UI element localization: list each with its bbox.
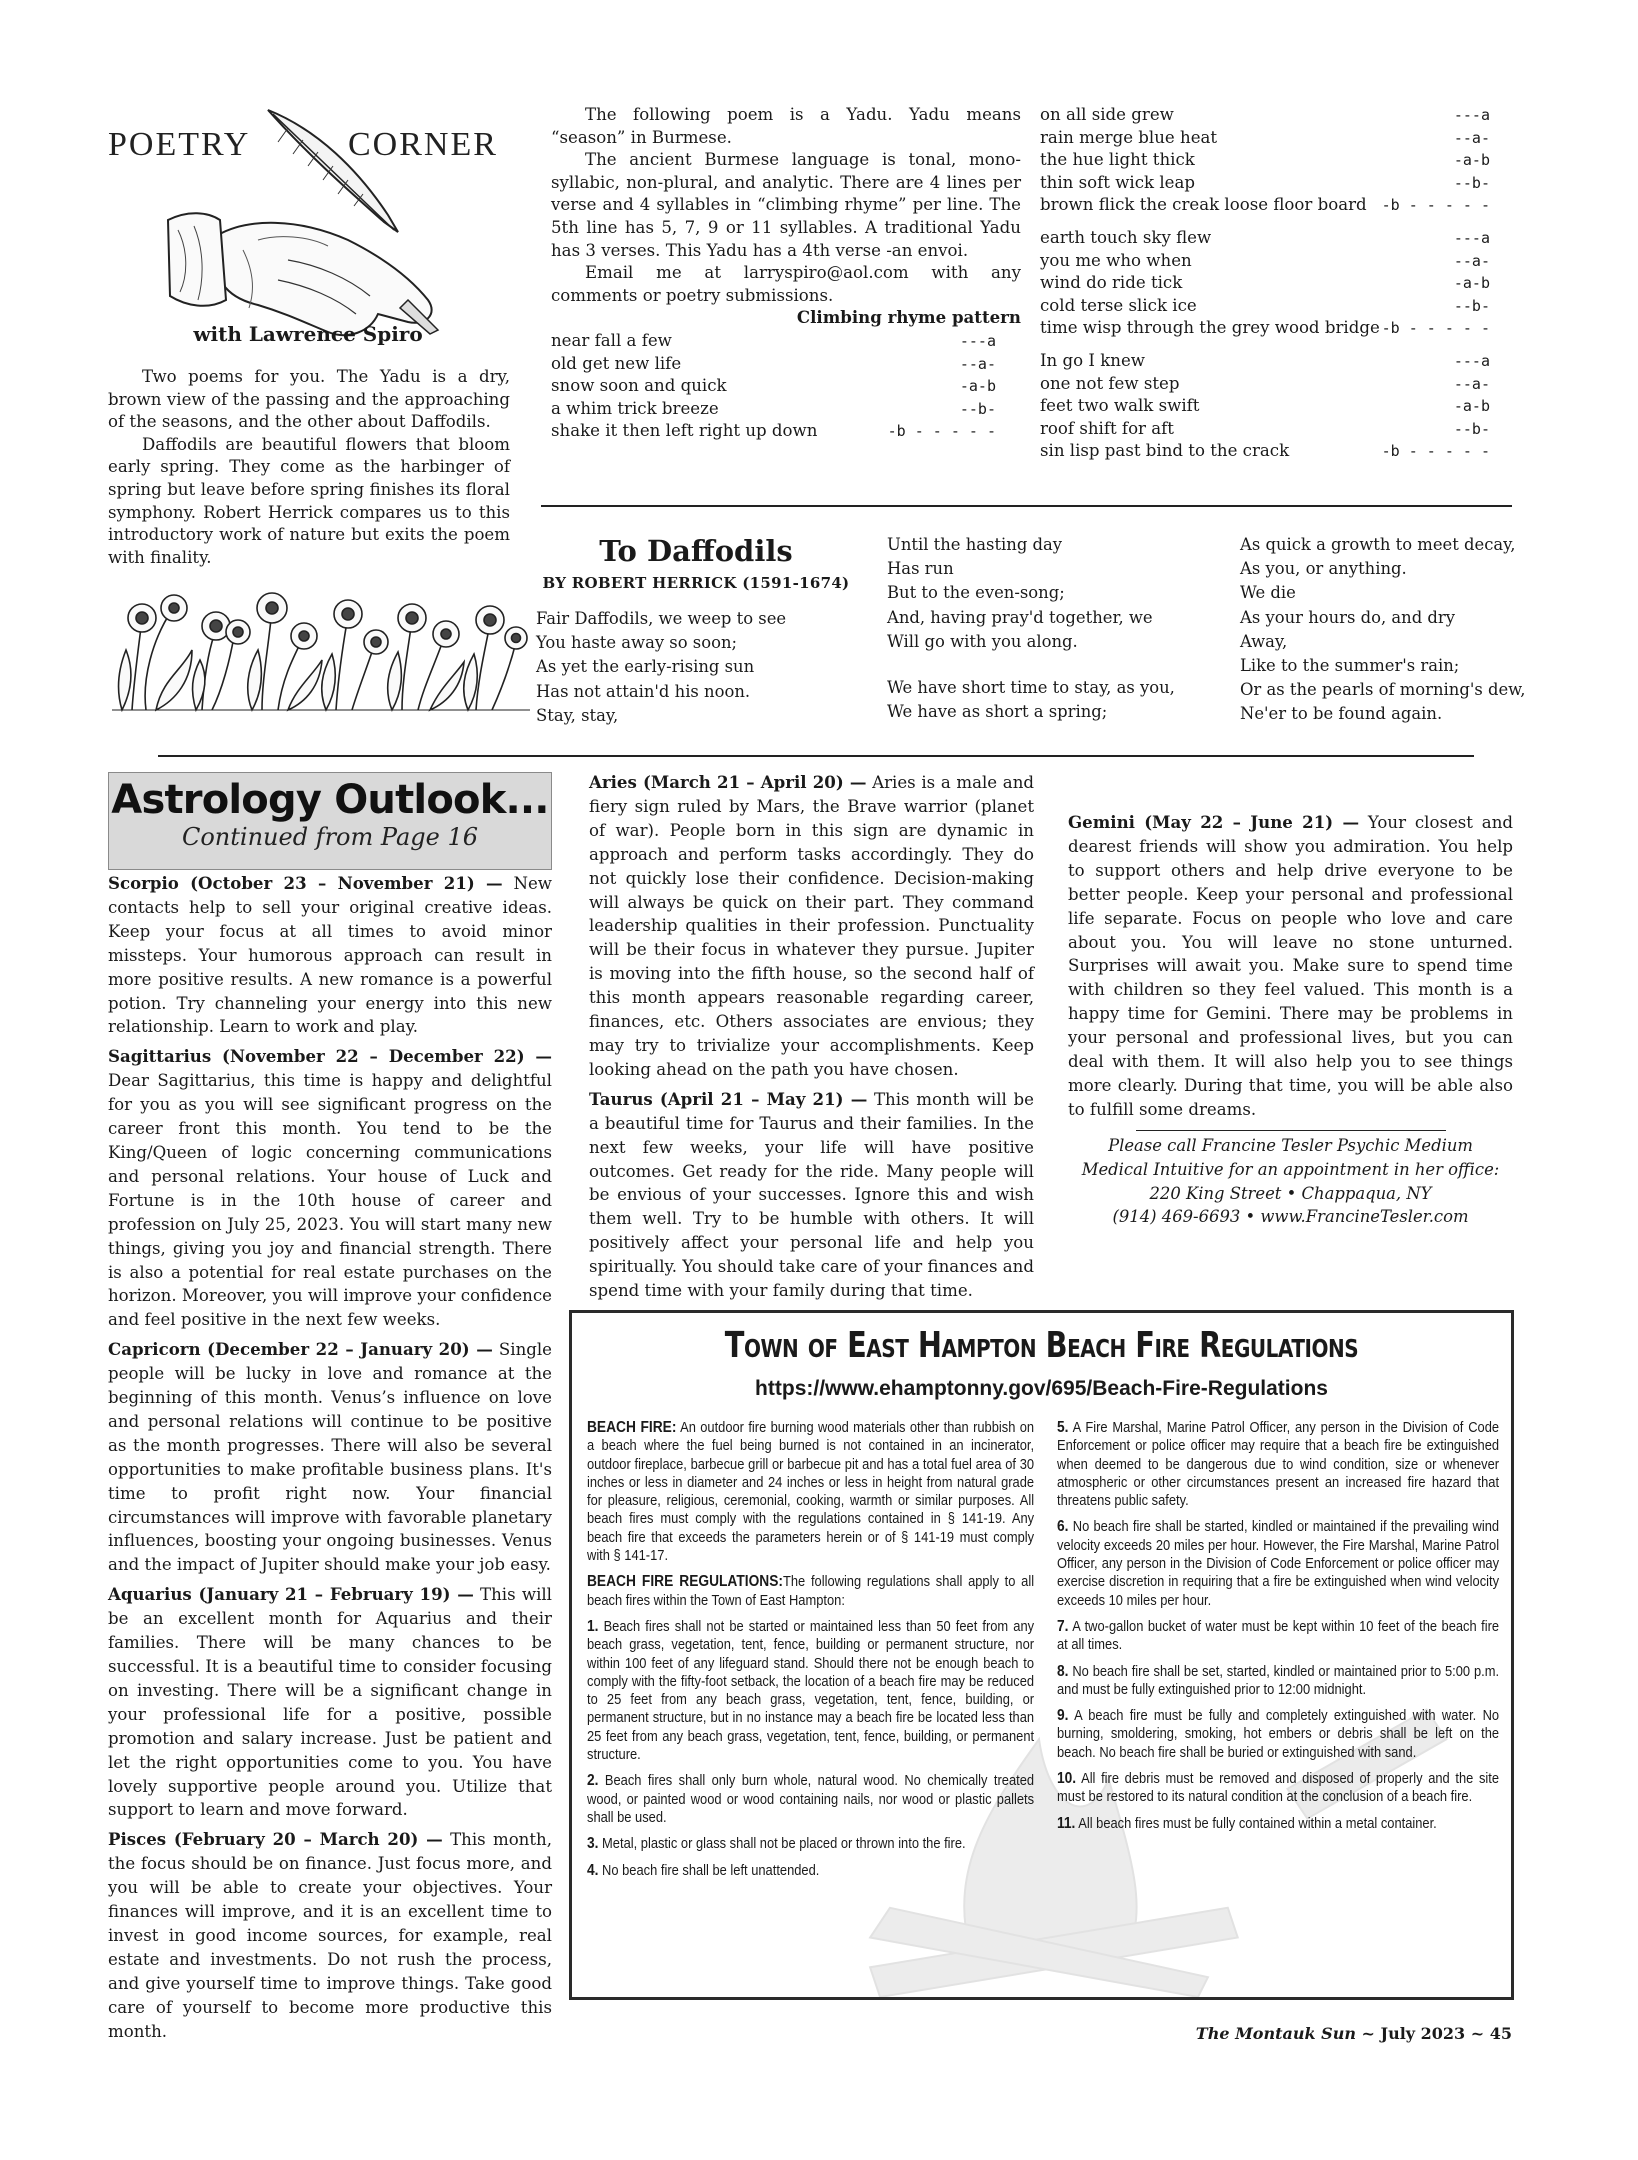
rhyme-pattern: -b - - - - - (887, 422, 996, 440)
yadu-line-text: sin lisp past bind to the crack (1040, 441, 1290, 460)
yadu-line (1040, 272, 1490, 295)
yadu-line (551, 353, 996, 376)
issue-and-page: ~ July 2023 ~ 45 (1355, 2024, 1512, 2043)
yadu-verse-4 (1040, 350, 1490, 463)
yadu-line-text: earth touch sky flew (1040, 228, 1212, 247)
ad-line: Medical Intuitive for an appointment in her office: (1081, 1159, 1500, 1179)
astrology-entry-capricorn (108, 1338, 552, 1577)
sign-heading: Scorpio (October 23 – November 21) — (108, 873, 503, 893)
rhyme-pattern: --a- (1453, 128, 1490, 147)
rhyme-pattern: -b - - - - - (1381, 442, 1490, 460)
astrology-entry-aquarius (108, 1583, 552, 1822)
yadu-line (1040, 295, 1490, 318)
section-divider (541, 505, 1512, 507)
rule-number: 8. (1057, 1662, 1069, 1680)
section-divider (158, 755, 1474, 757)
rule-number: 2. (587, 1772, 599, 1790)
page-footer (1000, 2024, 1512, 2043)
definition-lead: BEACH FIRE: (587, 1419, 677, 1436)
rhyme-pattern: ---a (1453, 106, 1490, 124)
rhyme-pattern: -a-b (1453, 274, 1490, 292)
poem-line: We have short time to stay, as you, (887, 678, 1175, 698)
sign-heading: Aries (March 21 – April 20) — (589, 772, 867, 792)
astrology-entry-sagittarius (108, 1045, 552, 1332)
yadu-line (1040, 227, 1490, 250)
rule-8 (1057, 1663, 1499, 1700)
ad-line: Please call Francine Tesler Psychic Medium (1108, 1136, 1473, 1155)
yadu-line (1040, 149, 1490, 172)
rule-text: A two-gallon bucket of water must be kept within 10 feet of the beach fire at all times. (1057, 1617, 1500, 1654)
rhyme-pattern: -a-b (959, 377, 996, 395)
rule-3 (587, 1835, 1034, 1853)
daffodils-stanza-3 (1240, 533, 1530, 727)
yadu-line-text: a whim trick breeze (551, 398, 719, 418)
sign-text: This will be an excellent month for Aquarius and their families. There will be many chances to be successful. It is a beautiful time to consider focusing on investing. There will be a significant change in your professional life for a positive, possible promotion and salary increase. Just be patient and let the right opportunities come to you. You have lovely supportive people around you. Utilize that support to learn and move forward. (108, 1585, 552, 1820)
sign-text: This month will be a beautiful time for Taurus and their families. In the next few weeks, your life will have positive outcomes. Get ready for the ride. Many people will be envious of your successes. Ignore this and wish them well. Try to be humble with others. It will positively affect your personal life and help you spiritually. You should take care of your finances and spend time with your family during that time. (589, 1089, 1034, 1301)
sign-heading: Pisces (February 20 – March 20) — (108, 1829, 443, 1850)
poem-line: As your hours do, and dry (1240, 607, 1456, 627)
pattern-heading: Climbing rhyme pattern (796, 307, 1021, 327)
astrology-entry-taurus (589, 1088, 1034, 1303)
rule-number: 5. (1057, 1419, 1069, 1436)
rule-text: No beach fire shall be started, kindled or maintained if the prevailing wind velocity exceeds 20 miles per hour. However, the Fire Marshal, Marine Patrol Officer, any person in the Division of Code Enforcement or police officer may exercise discretion in requiring that a fire be extinguished when wind velocity exceeds 10 miles per hour. (1057, 1518, 1500, 1609)
poetry-intro-paragraph: Daffodils are beautiful flowers that bloom early spring. They come as the harbinger of spring but leave before spring finishes its floral symphony. Robert Herrick compares us to this introductory work of nature but exits the poem with finality. (108, 434, 510, 567)
poem-line: Will go with you along. (887, 631, 1078, 651)
astrology-column-1 (108, 872, 552, 2050)
poem-line: Ne'er to be found again. (1240, 704, 1443, 724)
sign-heading: Capricorn (December 22 – January 20) — (108, 1339, 493, 1360)
yadu-line (551, 420, 996, 443)
yadu-line-text: shake it then left right up down (551, 421, 818, 440)
rule-text: All beach fires must be fully contained within a metal container. (1075, 1814, 1437, 1832)
rule-text: Beach fires shall not be started or maintained less than 50 feet from any beach grass, vegetation, tent, fence, building or permanent structure, nor within 100 feet of any lifeguard stand. Should there not be enough beach to comply with the fifty-foot setback, the location of a beach fire may be reduced to 25 feet from any beach grass, vegetation, tent, fence, building, or permanent structure, but in no instance may a beach fire be located less than 25 feet from any beach grass, vegetation, tent, fence, building, or permanent structure. (587, 1617, 1035, 1764)
rule-7 (1057, 1618, 1499, 1655)
daffodils-stanza-2 (887, 533, 1227, 724)
yadu-verse-3 (1040, 227, 1490, 340)
yadu-line (1040, 373, 1490, 396)
poem-line: Until the hasting day (887, 535, 1063, 554)
rhyme-pattern: ---a (1453, 352, 1490, 370)
rhyme-pattern: --b- (1453, 419, 1490, 438)
rule-10 (1057, 1770, 1499, 1807)
rule-text: No beach fire shall be set, started, kindled or maintained prior to 5:00 p.m. and must be fully extinguished prior to 12:00 midnight. (1057, 1662, 1500, 1698)
yadu-line-text: thin soft wick leap (1040, 172, 1195, 192)
regs-intro-text: The following regulations shall apply to all beach fires within the Town of East Hampton: (587, 1573, 1035, 1609)
sign-heading: Aquarius (January 21 – February 19) — (108, 1584, 474, 1605)
sign-text: Dear Sagittarius, this time is happy and delightful for you as you will see significant progress on the career front this month. You tend to be the King/Queen of logic concerning communications and personal relations. Your house of Luck and Fortune is in the 10th house of career and profession on July 25, 2023. You will start many new things, giving you joy and financial strength. There is also a potential for real estate purchases on the horizon. Moreover, you will improve your confidence and feel positive in the next few weeks. (108, 1071, 552, 1330)
astrology-entry-gemini (1068, 811, 1513, 1122)
beach-fire-regs-intro (587, 1573, 1034, 1610)
rule-text: No beach fire shall be left unattended. (598, 1861, 820, 1879)
rule-11 (1057, 1815, 1499, 1833)
sign-heading: Taurus (April 21 – May 21) — (589, 1088, 868, 1109)
yadu-line-text: old get new life (551, 353, 682, 373)
poem-line: Fair Daffodils, we weep to see (536, 609, 787, 628)
beach-fire-definition (587, 1419, 1034, 1565)
astrology-header-box (108, 772, 552, 870)
rule-text: All fire debris must be removed and disposed of properly and the site must be restored to its natural condition at the conclusion of a beach fire. (1057, 1770, 1500, 1806)
rhyme-pattern: -a-b (1453, 397, 1490, 415)
rhyme-pattern: -b - - - - - (1381, 319, 1490, 337)
yadu-line (1040, 104, 1490, 127)
beach-fire-column-1 (587, 1419, 1034, 1888)
rhyme-pattern: ---a (1453, 229, 1490, 247)
poetry-corner-title-right: CORNER (348, 126, 498, 163)
poem-line: Has run (887, 559, 954, 579)
astrology-entry-aries (589, 771, 1034, 1082)
yadu-line (1040, 350, 1490, 373)
poem-line: Like to the summer's rain; (1240, 656, 1460, 676)
rhyme-pattern: -b - - - - - (1381, 196, 1490, 214)
beach-fire-title: Town of East Hampton Beach Fire Regulations (724, 1325, 1359, 1366)
ad-line: 220 King Street • Chappaqua, NY (1149, 1183, 1432, 1203)
poem-line: You haste away so soon; (536, 633, 738, 653)
yadu-line (1040, 194, 1490, 217)
stanza-gap (887, 654, 1227, 676)
definition-text: An outdoor fire burning wood materials other than rubbish on a beach where the fuel being burned is not contained in an incinerator, outdoor fireplace, barbecue grill or barbecue pit and has a total fuel area of 30 inches or less in diameter and 24 inches or less in height from natural grade for pleasure, religious, ceremonial, cooking, warmth or similar purposes. All beach fires must comply with the regulations contained in § 141-19. Any beach fire that exceeds the parameters herein or of § 141-19 must comply with § 141-17. (587, 1419, 1035, 1565)
yadu-line (551, 398, 996, 421)
poem-line: And, having pray'd together, we (887, 607, 1153, 627)
yadu-line (1040, 395, 1490, 418)
astrology-column-2 (589, 771, 1034, 1309)
rule-number: 11. (1057, 1814, 1076, 1832)
astrology-entry-scorpio (108, 872, 552, 1039)
rule-number: 10. (1057, 1770, 1077, 1788)
beach-fire-column-2 (1057, 1419, 1499, 1841)
astrology-entry-pisces (108, 1828, 552, 2043)
yadu-line (1040, 127, 1490, 150)
publication-name: The Montauk Sun (1195, 2024, 1356, 2043)
ad-divider (1136, 1130, 1446, 1131)
yadu-verse-2 (1040, 104, 1490, 217)
rhyme-pattern: --a- (959, 354, 996, 373)
yadu-line-text: wind do ride tick (1040, 273, 1183, 292)
rule-text: Beach fires shall only burn whole, natural wood. No chemically treated wood, or painted wood or wood containing nails, nor wood or plastic pallets shall be used. (587, 1772, 1035, 1826)
poem-line: As you, or anything. (1240, 559, 1407, 579)
yadu-intro (551, 104, 1021, 307)
sign-text: Single people will be lucky in love and romance at the beginning of this month. Venus’s influence on love and personal relations will continue to be positive as the month progresses. There will also be several opportunities to make profitable business plans. It's time to profit right now. Your financial circumstances will improve with favorable planetary influences, boosting your ongoing businesses. Venus and the impact of Jupiter should make your job easy. (108, 1340, 553, 1575)
yadu-intro-paragraph: Email me at larryspiro@aol.com with any comments or poetry submissions. (551, 263, 1021, 305)
poem-line: We die (1240, 583, 1296, 603)
yadu-line-text: brown flick the creak loose floor board (1040, 195, 1367, 214)
rhyme-pattern: --b- (959, 399, 996, 418)
sign-heading: Gemini (May 22 – June 21) — (1068, 812, 1360, 832)
poetry-intro-paragraph: Two poems for you. The Yadu is a dry, brown view of the passing and the approaching of the seasons, and the other about Daffodils. (108, 367, 510, 432)
rule-9 (1057, 1707, 1499, 1762)
yadu-verse-1 (551, 330, 996, 443)
rule-text: Metal, plastic or glass shall not be placed or thrown into the fire. (598, 1835, 966, 1853)
yadu-line-text: feet two walk swift (1040, 396, 1200, 415)
yadu-line-text: on all side grew (1040, 105, 1174, 124)
rhyme-pattern: --b- (1453, 296, 1490, 315)
rule-text: A Fire Marshal, Marine Patrol Officer, any person in the Division of Code Enforcement or police officer may require that a beach fire be extinguished when deemed to be dangerous due to wind condition, size or whenever atmospheric or other circumstances present an increased fire hazard that threatens public safety. (1057, 1419, 1500, 1510)
rhyme-pattern: --b- (1453, 173, 1490, 192)
rule-number: 3. (587, 1835, 599, 1853)
astrology-title: Astrology Outlook... (111, 777, 549, 823)
yadu-line (1040, 250, 1490, 273)
yadu-line-text: the hue light thick (1040, 150, 1195, 169)
yadu-line (551, 330, 996, 353)
poem-line: We have as short a spring; (887, 702, 1108, 722)
yadu-line (551, 375, 996, 398)
poem-line: But to the even-song; (887, 583, 1065, 603)
daffodils-stanza-1 (536, 607, 866, 728)
yadu-line-text: you me who when (1040, 250, 1192, 270)
psychic-medium-ad (1068, 1134, 1513, 1229)
poem-line: Stay, stay, (536, 705, 619, 725)
rhyme-pattern: --a- (1453, 374, 1490, 393)
rule-1 (587, 1618, 1034, 1764)
sign-text: New contacts help to sell your original creative ideas. Keep your focus at all times to avoid minor missteps. Your humorous approach can result in more positive results. A new romance is a powerful potion. Try channeling your energy into this new relationship. Learn to work and play. (108, 874, 552, 1037)
rule-number: 6. (1057, 1518, 1069, 1536)
poem-line: As yet the early-rising sun (536, 657, 755, 677)
rule-6 (1057, 1518, 1499, 1609)
sign-text: Aries is a male and fiery sign ruled by Mars, the Brave warrior (planet of war). People born in this sign are dynamic in approach and perform tasks accordingly. They do not quickly lose their confidence. Decision-making will always be quick on their part. They command leadership qualities in their profession. Punctuality will be their focus in whatever they pursue. Jupiter is moving into the fifth house, so the second half of this month appears reasonable regarding career, finances, etc. Others associates are envious; they may try to trivialize your accomplishments. Keep looking ahead on the path you have chosen. (589, 773, 1034, 1079)
yadu-line-text: snow soon and quick (551, 376, 727, 395)
yadu-intro-paragraph: The ancient Burmese language is tonal, mono-syllabic, non-plural, and analytic. There are 4 lines per verse and 4 syllables in “climbing rhyme” per line. The 5th line has 5, 7, 9 or 11 syllables. A traditional Yadu has 3 verses. This Yadu has a 4th verse -an envoi. (551, 150, 1021, 260)
yadu-intro-paragraph: The following poem is a Yadu. Yadu means “season” in Burmese. (551, 105, 1021, 147)
daffodils-byline: BY ROBERT HERRICK (1591-1674) (542, 574, 850, 592)
poem-line: Or as the pearls of morning's dew, (1240, 680, 1526, 700)
astrology-column-3 (1068, 811, 1513, 1128)
sign-text: This month, the focus should be on finance. Just focus more, and you will be able to create your objectives. Your finances will improve, and it is an excellent time to invest in good income sources, for example, real estate and investments. Do not rush the process, and give yourself time to improve things. Take good care of yourself to become more productive this month. (108, 1830, 552, 2041)
rule-number: 1. (587, 1617, 599, 1635)
rule-5 (1057, 1419, 1499, 1510)
poem-line: Away, (1240, 631, 1288, 651)
beach-fire-url[interactable]: https://www.ehamptonny.gov/695/Beach-Fire-Regulations (755, 1377, 1328, 1400)
ad-line: (914) 469-6693 • www.FrancineTesler.com (1112, 1207, 1469, 1227)
yadu-line (1040, 418, 1490, 441)
yadu-line-text: near fall a few (551, 331, 672, 350)
yadu-line-text: time wisp through the grey wood bridge (1040, 318, 1380, 337)
poetry-intro (108, 366, 510, 569)
rule-text: A beach fire must be fully and completely extinguished with water. No burning, smoldering, smoking, hot embers or debris shall be left on the beach. No beach fire shall be buried or extinguished with sand. (1057, 1707, 1500, 1761)
yadu-line (1040, 172, 1490, 195)
daffodils-title: To Daffodils (599, 534, 793, 568)
poetry-corner-header (108, 100, 508, 360)
astrology-subtitle: Continued from Page 16 (181, 823, 478, 851)
poetry-corner-byline: with Lawrence Spiro (193, 322, 423, 346)
yadu-line-text: roof shift for aft (1040, 418, 1174, 438)
rule-number: 7. (1057, 1617, 1069, 1635)
rhyme-pattern: ---a (959, 332, 996, 350)
yadu-line-text: one not few step (1040, 373, 1180, 393)
sign-heading: Sagittarius (November 22 – December 22) — (108, 1046, 552, 1067)
poetry-corner-title-left: POETRY (108, 126, 251, 163)
daffodils-illustration (112, 580, 530, 720)
rule-number: 4. (587, 1861, 599, 1879)
rule-4 (587, 1862, 1034, 1880)
beach-fire-regulations-box (569, 1310, 1514, 2000)
rule-2 (587, 1772, 1034, 1827)
yadu-line-text: rain merge blue heat (1040, 127, 1218, 147)
poem-line: Has not attain'd his noon. (536, 681, 751, 701)
sign-text: Your closest and dearest friends will show you admiration. You help to support others and help drive everyone to be better people. Keep your personal and professional life separate. Focus on people who love and care about you. You will leave no stone unturned. Surprises will await you. Make sure to spend time with children so they feel valued. This month is a happy time for Gemini. There may be problems in your personal and professional lives, but you can deal with them. It will also help you to see things more clearly. During that time, you will be able also to fulfill some dreams. (1068, 813, 1513, 1119)
poem-line: As quick a growth to meet decay, (1240, 535, 1516, 554)
rhyme-pattern: --a- (1453, 251, 1490, 270)
yadu-line-text: cold terse slick ice (1040, 295, 1197, 315)
yadu-line-text: In go I knew (1040, 351, 1145, 370)
rule-number: 9. (1057, 1707, 1069, 1725)
yadu-line (1040, 440, 1490, 463)
yadu-line (1040, 317, 1490, 340)
regs-lead: BEACH FIRE REGULATIONS: (587, 1573, 783, 1591)
rhyme-pattern: -a-b (1453, 151, 1490, 169)
